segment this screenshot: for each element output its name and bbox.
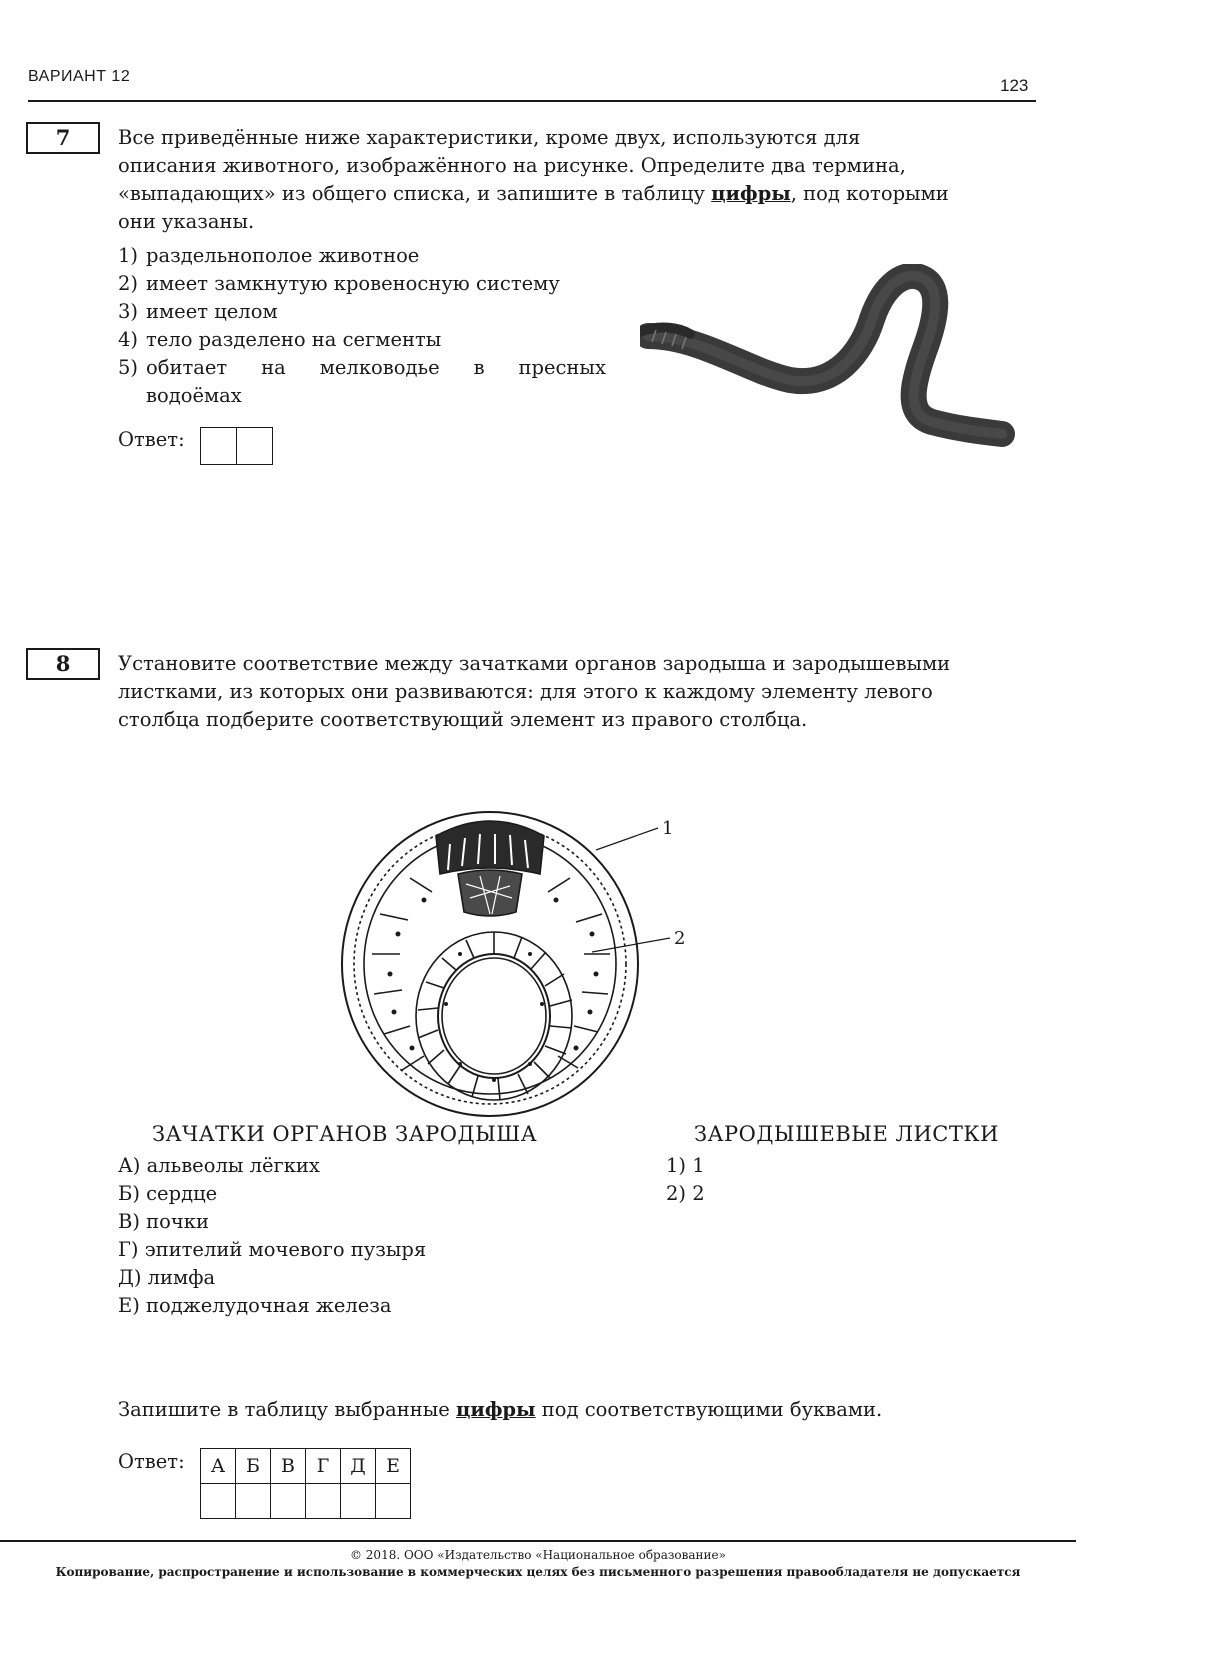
task-7-answer-grid	[200, 427, 273, 465]
option-1: 1) раздельнополое животное	[118, 244, 420, 267]
option-5-continuation: водоёмах	[146, 384, 242, 407]
answer-input-cell[interactable]	[201, 1484, 236, 1519]
left-item-a: А) альвеолы лёгких	[118, 1154, 320, 1177]
task-8-line-2: листками, из которых они развиваются: для этого к каждому элементу левого	[118, 680, 933, 703]
left-item-g: Г) эпителий мочевого пузыря	[118, 1238, 427, 1261]
task-8-text	[118, 650, 1036, 734]
task-7-line-3: «выпадающих» из общего списка, и запишите в таблицу цифры, под которыми	[118, 182, 949, 205]
option-5: 5) обитает на мелководье в пресных	[118, 356, 606, 379]
copyright-notice: Копирование, распространение и использование в коммерческих целях без письменного разрешения правообладателя не допускается	[55, 1565, 1021, 1579]
right-item-2: 2) 2	[666, 1182, 705, 1205]
variant-label: ВАРИАНТ 12	[28, 68, 131, 85]
answer-letters-row	[201, 1449, 411, 1484]
task-8-line-1: Установите соответствие между зачатками органов зародыша и зародышевыми	[118, 652, 951, 675]
task-8-number: 8	[26, 648, 100, 680]
answer-col-header: Д	[341, 1449, 376, 1484]
answer-col-header: Г	[306, 1449, 341, 1484]
task-7-number: 7	[26, 122, 100, 154]
answer-input-cell[interactable]	[306, 1484, 341, 1519]
answer-col-header: Б	[236, 1449, 271, 1484]
emph-digits: цифры	[711, 182, 791, 205]
option-3: 3) имеет целом	[118, 300, 278, 323]
option-4: 4) тело разделено на сегменты	[118, 328, 442, 351]
diagram-label-2: 2	[674, 928, 686, 949]
emph-digits-8: цифры	[455, 1398, 536, 1421]
earthworm-illustration	[640, 264, 1020, 474]
answer-input-cell[interactable]	[341, 1484, 376, 1519]
task-8-instruction: Запишите в таблицу выбранные цифры под соответствующими буквами.	[118, 1398, 883, 1421]
task-7-line-4: они указаны.	[118, 210, 255, 233]
right-item-1: 1) 1	[666, 1154, 705, 1177]
left-item-v: В) почки	[118, 1210, 209, 1233]
answer-col-header: А	[201, 1449, 236, 1484]
task-7-line-2: описания животного, изображённого на рисунке. Определите два термина,	[118, 154, 906, 177]
left-column-items	[118, 1152, 426, 1320]
copyright-line: © 2018. ООО «Издательство «Национальное образование»	[349, 1548, 726, 1562]
answer-cell-2[interactable]	[237, 428, 273, 465]
answer-cell-1[interactable]	[201, 428, 237, 465]
right-column-header: ЗАРОДЫШЕВЫЕ ЛИСТКИ	[694, 1122, 999, 1146]
header-divider	[28, 100, 1036, 102]
task-7-line-1: Все приведённые ниже характеристики, кроме двух, используются для	[118, 126, 861, 149]
option-2: 2) имеет замкнутую кровеносную систему	[118, 272, 560, 295]
task-8-answer-grid	[200, 1448, 411, 1519]
answer-input-cell[interactable]	[236, 1484, 271, 1519]
left-item-d: Д) лимфа	[118, 1266, 216, 1289]
left-item-e: Е) поджелудочная железа	[118, 1294, 392, 1317]
answer-input-row	[201, 1484, 411, 1519]
answer-input-cell[interactable]	[376, 1484, 411, 1519]
footer-divider	[0, 1540, 1076, 1542]
answer-col-header: В	[271, 1449, 306, 1484]
answer-col-header: Е	[376, 1449, 411, 1484]
left-column-header: ЗАЧАТКИ ОРГАНОВ ЗАРОДЫША	[152, 1122, 538, 1146]
answer-input-cell[interactable]	[271, 1484, 306, 1519]
page-number: 123	[1000, 76, 1029, 95]
task-7-text	[118, 124, 1036, 236]
task-8-answer-label: Ответ:	[118, 1450, 185, 1473]
diagram-label-1: 1	[662, 818, 674, 839]
left-item-b: Б) сердце	[118, 1182, 218, 1205]
task-7-answer-label: Ответ:	[118, 428, 185, 451]
task-7-options	[118, 242, 606, 410]
embryo-cross-section-diagram	[340, 804, 720, 1134]
right-column-items	[666, 1152, 705, 1208]
task-8-line-3: столбца подберите соответствующий элемент из правого столбца.	[118, 708, 808, 731]
